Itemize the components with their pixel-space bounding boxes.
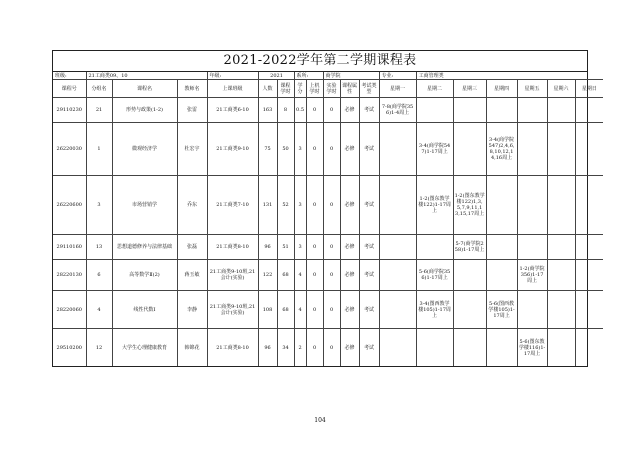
group-name: 4	[86, 291, 112, 329]
table-row	[53, 329, 603, 367]
column-header: 教师名	[177, 80, 207, 98]
saturday-slot	[547, 176, 575, 235]
saturday-slot	[547, 123, 575, 176]
course-attribute: 必修	[340, 260, 359, 291]
teacher-name: 乔东	[177, 176, 207, 235]
friday-slot	[517, 235, 547, 260]
course-name: 线性代数Ⅰ	[112, 291, 177, 329]
course-code: 28220060	[53, 291, 86, 329]
course-hours: 52	[277, 176, 294, 235]
page-title: 2021-2022学年第二学期课程表	[53, 51, 587, 72]
computer-hours: 0	[306, 291, 323, 329]
table-row	[53, 176, 603, 235]
friday-slot	[517, 98, 547, 123]
monday-slot	[379, 291, 416, 329]
wednesday-slot	[453, 260, 486, 291]
credit: 3	[294, 176, 306, 235]
course-hours: 34	[277, 329, 294, 367]
friday-slot: 1-2(商学院356)1-17周上	[517, 260, 547, 291]
grade-label: 年级:	[207, 72, 258, 80]
exam-type: 考试	[359, 98, 379, 123]
class-value: 21工商类09、10	[86, 72, 207, 80]
exam-type: 考试	[359, 329, 379, 367]
column-header: 星期三	[453, 80, 486, 98]
class-list: 21工商类9-10班,21会计(实验)	[207, 260, 258, 291]
course-code: 28220130	[53, 260, 86, 291]
table-row	[53, 123, 603, 176]
lab-hours: 0	[323, 123, 340, 176]
student-count: 122	[258, 260, 277, 291]
course-rows	[53, 98, 603, 367]
tuesday-slot: 3-4(商学院547)1-17周上	[416, 123, 453, 176]
saturday-slot	[547, 260, 575, 291]
page-number: 104	[314, 417, 326, 424]
course-hours: 8	[277, 98, 294, 123]
course-hours: 68	[277, 260, 294, 291]
lab-hours: 0	[323, 260, 340, 291]
tuesday-slot	[416, 329, 453, 367]
column-header: 星期日	[575, 80, 603, 98]
class-list: 21工商类8-10	[207, 235, 258, 260]
course-hours: 51	[277, 235, 294, 260]
column-header: 学分	[294, 80, 306, 98]
sunday-slot	[575, 123, 603, 176]
computer-hours: 0	[306, 123, 323, 176]
major-value: 工商管理类	[416, 72, 603, 80]
class-list: 21工商类9-10班,21会计(实验)	[207, 291, 258, 329]
course-name: 微观经济学	[112, 123, 177, 176]
computer-hours: 0	[306, 260, 323, 291]
wednesday-slot	[453, 123, 486, 176]
dept-label: 系所:	[294, 72, 323, 80]
wednesday-slot: 5-7(商学院258)1-17周上	[453, 235, 486, 260]
dept-value: 商学院	[323, 72, 379, 80]
timetable	[53, 72, 603, 366]
course-code: 29110230	[53, 98, 86, 123]
lab-hours: 0	[323, 176, 340, 235]
group-name: 6	[86, 260, 112, 291]
wednesday-slot: 1-2(图东教学楼122)1,3,5,7,9,11,13,15,17周上	[453, 176, 486, 235]
monday-slot	[379, 260, 416, 291]
class-list: 21工商类6-10	[207, 98, 258, 123]
column-header: 星期六	[547, 80, 575, 98]
credit: 3	[294, 235, 306, 260]
thursday-slot: 5-6(图西教学楼105)1-17周上	[486, 291, 517, 329]
tuesday-slot	[416, 98, 453, 123]
course-name: 高等数学Ⅱ(2)	[112, 260, 177, 291]
sunday-slot	[575, 98, 603, 123]
column-header: 课程属性	[340, 80, 359, 98]
class-list: 21工商类8-10	[207, 329, 258, 367]
computer-hours: 0	[306, 98, 323, 123]
computer-hours: 0	[306, 329, 323, 367]
thursday-slot	[486, 260, 517, 291]
major-label: 专业:	[379, 72, 416, 80]
wednesday-slot	[453, 291, 486, 329]
exam-type: 考试	[359, 235, 379, 260]
column-header: 课程名	[112, 80, 177, 98]
group-name: 21	[86, 98, 112, 123]
thursday-slot	[486, 98, 517, 123]
column-header: 星期四	[486, 80, 517, 98]
monday-slot	[379, 176, 416, 235]
sunday-slot	[575, 176, 603, 235]
course-attribute: 必修	[340, 123, 359, 176]
timetable-sheet	[52, 50, 597, 367]
column-header: 分组名	[86, 80, 112, 98]
computer-hours: 0	[306, 176, 323, 235]
group-name: 3	[86, 176, 112, 235]
course-code: 29510200	[53, 329, 86, 367]
friday-slot	[517, 176, 547, 235]
column-header: 星期五	[517, 80, 547, 98]
course-attribute: 必修	[340, 176, 359, 235]
computer-hours: 0	[306, 235, 323, 260]
course-name: 思想道德修养与法律基础	[112, 235, 177, 260]
monday-slot	[379, 123, 416, 176]
exam-type: 考试	[359, 260, 379, 291]
thursday-slot	[486, 176, 517, 235]
friday-slot	[517, 123, 547, 176]
class-list: 21工商类7-10	[207, 176, 258, 235]
lab-hours: 0	[323, 98, 340, 123]
teacher-name: 张磊	[177, 235, 207, 260]
monday-slot	[379, 235, 416, 260]
exam-type: 考试	[359, 123, 379, 176]
lab-hours: 0	[323, 291, 340, 329]
column-header: 星期二	[416, 80, 453, 98]
column-header: 实验学时	[323, 80, 340, 98]
thursday-slot	[486, 235, 517, 260]
saturday-slot	[547, 329, 575, 367]
course-name: 形势与政策(1-2)	[112, 98, 177, 123]
column-header: 星期一	[379, 80, 416, 98]
column-header: 人数	[258, 80, 277, 98]
course-name: 市场营销学	[112, 176, 177, 235]
student-count: 131	[258, 176, 277, 235]
teacher-name: 蒋玉敏	[177, 260, 207, 291]
credit: 4	[294, 291, 306, 329]
sunday-slot	[575, 329, 603, 367]
table-row	[53, 260, 603, 291]
student-count: 96	[258, 329, 277, 367]
monday-slot	[379, 329, 416, 367]
thursday-slot	[486, 329, 517, 367]
exam-type: 考试	[359, 291, 379, 329]
column-header: 考试类型	[359, 80, 379, 98]
lab-hours: 0	[323, 235, 340, 260]
credit: 3	[294, 123, 306, 176]
course-hours: 68	[277, 291, 294, 329]
saturday-slot	[547, 235, 575, 260]
teacher-name: 杜宏宇	[177, 123, 207, 176]
teacher-name: 李静	[177, 291, 207, 329]
sunday-slot	[575, 235, 603, 260]
group-name: 1	[86, 123, 112, 176]
column-header: 课程号	[53, 80, 86, 98]
group-name: 13	[86, 235, 112, 260]
sunday-slot	[575, 260, 603, 291]
info-row	[53, 72, 603, 80]
exam-type: 考试	[359, 176, 379, 235]
class-label: 班级:	[53, 72, 86, 80]
friday-slot: 5-6(图东教学楼116)1-17周上	[517, 329, 547, 367]
credit: 2	[294, 329, 306, 367]
student-count: 96	[258, 235, 277, 260]
course-attribute: 必修	[340, 329, 359, 367]
course-code: 29110160	[53, 235, 86, 260]
header-row	[53, 80, 603, 98]
friday-slot	[517, 291, 547, 329]
teacher-name: 张雷	[177, 98, 207, 123]
monday-slot: 7-8(商学院356)1-4周上	[379, 98, 416, 123]
table-row	[53, 291, 603, 329]
column-header: 课程学时	[277, 80, 294, 98]
teacher-name: 韩锦花	[177, 329, 207, 367]
sunday-slot	[575, 291, 603, 329]
course-attribute: 必修	[340, 291, 359, 329]
wednesday-slot	[453, 98, 486, 123]
wednesday-slot	[453, 329, 486, 367]
column-header: 上课班级	[207, 80, 258, 98]
course-code: 26220600	[53, 176, 86, 235]
tuesday-slot: 3-4(图西教学楼105)1-17周上	[416, 291, 453, 329]
grade-value: 2021	[258, 72, 294, 80]
lab-hours: 0	[323, 329, 340, 367]
group-name: 12	[86, 329, 112, 367]
course-attribute: 必修	[340, 235, 359, 260]
saturday-slot	[547, 291, 575, 329]
course-name: 大学生心理健康教育	[112, 329, 177, 367]
tuesday-slot	[416, 235, 453, 260]
credit: 4	[294, 260, 306, 291]
course-hours: 50	[277, 123, 294, 176]
class-list: 21工商类9-10	[207, 123, 258, 176]
tuesday-slot: 5-6(商学院356)1-17周上	[416, 260, 453, 291]
student-count: 75	[258, 123, 277, 176]
column-header: 上机学时	[306, 80, 323, 98]
course-code: 26220030	[53, 123, 86, 176]
saturday-slot	[547, 98, 575, 123]
thursday-slot: 3-4(商学院547)2,4,6,8,10,12,14,16周上	[486, 123, 517, 176]
table-row	[53, 98, 603, 123]
tuesday-slot: 1-2(图东教学楼122)1-17周上	[416, 176, 453, 235]
table-row	[53, 235, 603, 260]
credit: 0.5	[294, 98, 306, 123]
course-attribute: 必修	[340, 98, 359, 123]
student-count: 108	[258, 291, 277, 329]
student-count: 163	[258, 98, 277, 123]
